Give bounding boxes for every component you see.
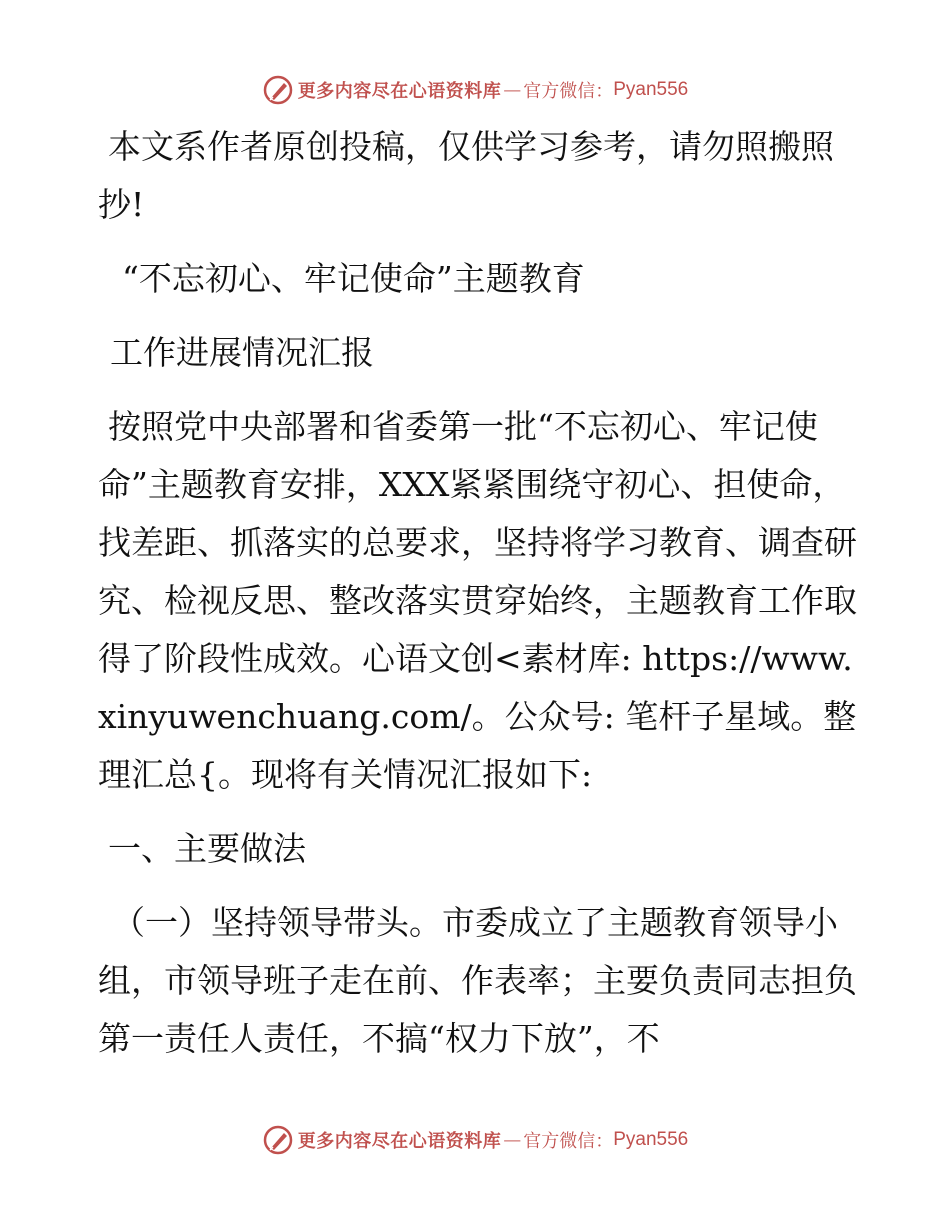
footer-contact-handle: Pyan556 xyxy=(613,1129,689,1150)
footer-separator: — xyxy=(503,1129,522,1151)
document-title-line1: “不忘初心、牢记使命”主题教育 xyxy=(122,259,585,298)
header-banner xyxy=(0,70,950,110)
document-title-line2: 工作进展情况汇报 xyxy=(110,333,374,372)
pen-nib-logo-icon xyxy=(262,1124,294,1156)
header-separator: — xyxy=(503,79,522,101)
header-contact-handle: Pyan556 xyxy=(613,79,689,100)
intro-paragraph: 按照党中央部署和省委第一批“不忘初心、牢记使命”主题教育安排，XXX紧紧围绕守初心、担使命，找差距、抓落实的总要求，坚持将学习教育、调查研究、检视反思、整改落实贯穿始终，主题教育工作取得了阶段性成效。心语文创<素材库: https://www.xinyuwenchuang.com/。公众号: 笔杆子星域。整理汇总{。现将有关情况汇报如下: xyxy=(98,407,857,794)
header-site-text: 更多内容尽在心语资料库 xyxy=(297,81,502,102)
section-heading: 一、主要做法 xyxy=(108,829,306,868)
footer-banner xyxy=(0,1120,950,1160)
document-body xyxy=(98,118,858,1068)
header-contact-label: 官方微信： xyxy=(523,81,614,102)
footer-site-text: 更多内容尽在心语资料库 xyxy=(297,1131,502,1152)
author-notice: 本文系作者原创投稿，仅供学习参考，请勿照搬照抄! xyxy=(98,127,834,224)
footer-contact-label: 官方微信： xyxy=(523,1131,614,1152)
pen-nib-logo-icon xyxy=(262,74,294,106)
subsection-paragraph: （一）坚持领导带头。市委成立了主题教育领导小组，市领导班子走在前、作表率；主要负责同志担负第一责任人责任，不搞“权力下放”，不 xyxy=(98,903,857,1058)
